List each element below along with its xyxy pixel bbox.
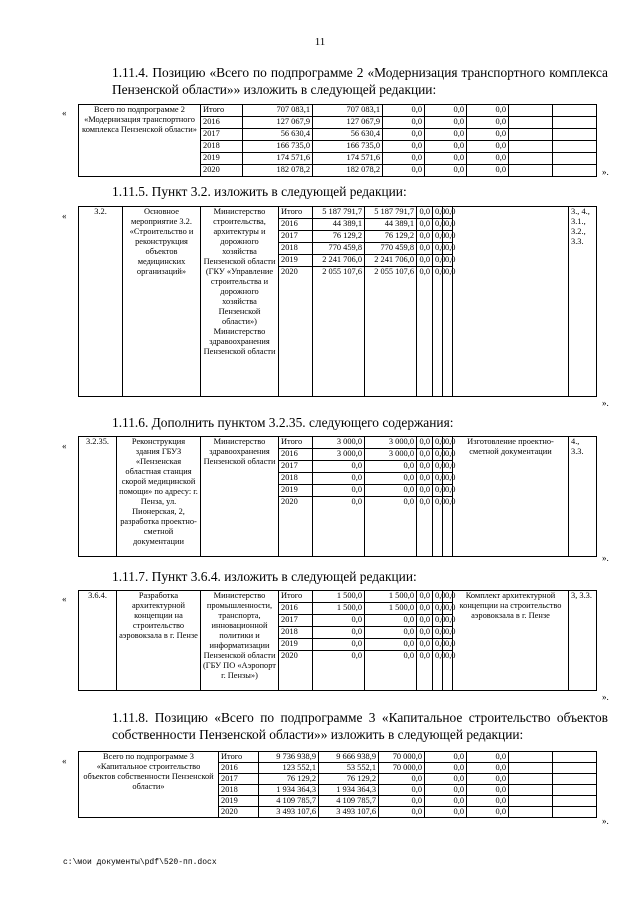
other-cell: 0,0 <box>433 243 443 255</box>
budget-cell: 76 129,2 <box>365 231 417 243</box>
empty-cell <box>553 774 597 785</box>
measure-number: 3.6.4. <box>79 591 117 691</box>
federal-cell: 0,0 <box>417 485 433 497</box>
extra-cell: 0,0 <box>443 603 453 615</box>
extra-cell: 0,0 <box>467 796 509 807</box>
quote-open: « <box>62 441 67 451</box>
year-cell: 2017 <box>279 231 313 243</box>
other-cell: 0,0 <box>425 752 467 763</box>
quote-close: ». <box>602 692 609 702</box>
measure-result: Изготовление проектно-сметной документации <box>453 437 569 557</box>
total-cell: 3 493 107,6 <box>259 807 319 818</box>
extra-cell: 0,0 <box>443 651 453 691</box>
year-cell: 2020 <box>279 651 313 691</box>
extra-cell: 0,0 <box>467 165 509 177</box>
empty-cell <box>553 752 597 763</box>
table-1-11-8 <box>78 751 597 818</box>
budget-cell: 2 241 706,0 <box>365 255 417 267</box>
budget-cell: 44 389,1 <box>365 219 417 231</box>
empty-cell <box>509 785 553 796</box>
other-cell: 0,0 <box>433 231 443 243</box>
budget-cell: 166 735,0 <box>313 141 383 153</box>
measure-refs: 3., 4., 3.1., 3.2., 3.3. <box>569 207 597 397</box>
total-cell: 1 500,0 <box>313 603 365 615</box>
table-row <box>79 752 597 763</box>
total-cell: 0,0 <box>313 615 365 627</box>
extra-cell: 0,0 <box>467 752 509 763</box>
heading-1-11-6: 1.11.6. Дополнить пунктом 3.2.35. следующего содержания: <box>112 415 454 430</box>
extra-cell: 0,0 <box>467 141 509 153</box>
year-cell: 2018 <box>219 785 259 796</box>
federal-cell: 0,0 <box>417 449 433 461</box>
measure-refs: 4., 3.3. <box>569 437 597 557</box>
other-cell: 0,0 <box>433 437 443 449</box>
extra-cell: 0,0 <box>443 449 453 461</box>
budget-cell: 0,0 <box>365 461 417 473</box>
total-cell: 770 459,8 <box>313 243 365 255</box>
federal-cell: 0,0 <box>417 473 433 485</box>
other-cell: 0,0 <box>433 603 443 615</box>
other-cell: 0,0 <box>433 627 443 639</box>
other-cell: 0,0 <box>433 639 443 651</box>
federal-cell: 0,0 <box>379 785 425 796</box>
budget-cell: 174 571,6 <box>313 153 383 165</box>
table-1-11-5 <box>78 206 597 397</box>
empty-cell <box>553 153 597 165</box>
total-cell: 44 389,1 <box>313 219 365 231</box>
empty-cell <box>509 153 553 165</box>
year-cell: 2020 <box>201 165 243 177</box>
year-cell: 2016 <box>279 449 313 461</box>
extra-cell: 0,0 <box>467 774 509 785</box>
year-cell: 2017 <box>219 774 259 785</box>
empty-cell <box>553 165 597 177</box>
federal-cell: 0,0 <box>383 153 425 165</box>
year-cell: 2020 <box>219 807 259 818</box>
empty-cell <box>553 105 597 117</box>
quote-open: « <box>62 108 67 118</box>
table-row <box>79 105 597 117</box>
empty-cell <box>553 117 597 129</box>
total-cell: 0,0 <box>313 639 365 651</box>
table-row <box>79 437 597 449</box>
budget-cell: 0,0 <box>365 497 417 557</box>
total-cell: 3 000,0 <box>313 437 365 449</box>
subprogram-total-label: Всего по подпрограмме 3 «Капитальное строительство объектов собственности Пензенской области» <box>79 752 219 818</box>
table-1-11-6 <box>78 436 597 557</box>
federal-cell: 70 000,0 <box>379 752 425 763</box>
year-cell: 2016 <box>279 603 313 615</box>
extra-cell: 0,0 <box>467 153 509 165</box>
empty-cell <box>553 763 597 774</box>
federal-cell: 0,0 <box>379 807 425 818</box>
other-cell: 0,0 <box>433 615 443 627</box>
total-cell: 182 078,2 <box>243 165 313 177</box>
empty-cell <box>553 129 597 141</box>
quote-close: ». <box>602 398 609 408</box>
other-cell: 0,0 <box>425 129 467 141</box>
federal-cell: 0,0 <box>417 591 433 603</box>
extra-cell: 0,0 <box>467 763 509 774</box>
other-cell: 0,0 <box>433 461 443 473</box>
other-cell: 0,0 <box>433 449 443 461</box>
total-cell: 0,0 <box>313 497 365 557</box>
budget-cell: 0,0 <box>365 639 417 651</box>
federal-cell: 0,0 <box>379 774 425 785</box>
extra-cell: 0,0 <box>443 219 453 231</box>
other-cell: 0,0 <box>425 117 467 129</box>
year-cell: 2016 <box>279 219 313 231</box>
year-cell: 2017 <box>201 129 243 141</box>
quote-close: ». <box>602 816 609 826</box>
total-cell: 707 083,1 <box>243 105 313 117</box>
total-cell: 174 571,6 <box>243 153 313 165</box>
extra-cell: 0,0 <box>467 129 509 141</box>
year-cell: 2019 <box>279 639 313 651</box>
extra-cell: 0,0 <box>467 785 509 796</box>
other-cell: 0,0 <box>425 796 467 807</box>
total-cell: 0,0 <box>313 627 365 639</box>
extra-cell: 0,0 <box>443 627 453 639</box>
budget-cell: 53 552,1 <box>319 763 379 774</box>
extra-cell: 0,0 <box>443 615 453 627</box>
quote-open: « <box>62 211 67 221</box>
extra-cell: 0,0 <box>443 461 453 473</box>
heading-1-11-7: 1.11.7. Пункт 3.6.4. изложить в следующей редакции: <box>112 569 417 584</box>
measure-name: Разработка архитектурной концепции на строительство аэровокзала в г. Пензе <box>117 591 201 691</box>
year-cell: 2020 <box>279 267 313 397</box>
heading-1-11-8: 1.11.8. Позицию «Всего по подпрограмме 3 «Капитальное строительство объектов собственности Пензенской области»» изложить в следующей редакции: <box>112 710 608 742</box>
extra-cell: 0,0 <box>443 255 453 267</box>
measure-executor: Министерство здравоохранения Пензенской области <box>201 437 279 557</box>
extra-cell: 0,0 <box>443 267 453 397</box>
heading-1-11-4: 1.11.4. Позицию «Всего по подпрограмме 2 «Модернизация транспортного комплекса Пензенской области»» изложить в следующей редакции: <box>112 65 608 97</box>
budget-cell: 3 000,0 <box>365 437 417 449</box>
federal-cell: 0,0 <box>417 627 433 639</box>
budget-cell: 127 067,9 <box>313 117 383 129</box>
other-cell: 0,0 <box>425 807 467 818</box>
empty-cell <box>553 796 597 807</box>
total-cell: 76 129,2 <box>259 774 319 785</box>
year-cell: 2016 <box>219 763 259 774</box>
empty-cell <box>509 752 553 763</box>
other-cell: 0,0 <box>425 153 467 165</box>
year-cell: 2019 <box>201 153 243 165</box>
empty-cell <box>509 141 553 153</box>
budget-cell: 56 630,4 <box>313 129 383 141</box>
other-cell: 0,0 <box>433 267 443 397</box>
year-cell: 2019 <box>279 485 313 497</box>
empty-cell <box>509 807 553 818</box>
measure-executor: Министерство промышленности, транспорта, инновационной политики и информатизации Пензенской области (ГБУ ПО «Аэропорт г. Пензы») <box>201 591 279 691</box>
table-row <box>79 591 597 603</box>
measure-executor: Министерство строительства, архитектуры и дорожного хозяйства Пензенской области (ГКУ «Управление строительства и дорожного хозяйства Пензенской области») Министерство здравоохранения Пензенской области <box>201 207 279 397</box>
empty-cell <box>509 774 553 785</box>
empty-cell <box>509 763 553 774</box>
federal-cell: 0,0 <box>417 603 433 615</box>
federal-cell: 0,0 <box>383 141 425 153</box>
table-1-11-7 <box>78 590 597 691</box>
other-cell: 0,0 <box>425 774 467 785</box>
extra-cell: 0,0 <box>443 639 453 651</box>
budget-cell: 2 055 107,6 <box>365 267 417 397</box>
total-cell: 1 500,0 <box>313 591 365 603</box>
federal-cell: 70 000,0 <box>379 763 425 774</box>
measure-name: Реконструкция здания ГБУЗ «Пензенская областная станция скорой медицинской помощи» по адресу: г. Пенза, ул. Пионерская, 2, разработка проектно-сметной документации <box>117 437 201 557</box>
total-cell: 2 241 706,0 <box>313 255 365 267</box>
other-cell: 0,0 <box>433 207 443 219</box>
budget-cell: 1 500,0 <box>365 591 417 603</box>
federal-cell: 0,0 <box>417 497 433 557</box>
total-cell: 127 067,9 <box>243 117 313 129</box>
year-cell: 2018 <box>279 627 313 639</box>
extra-cell: 0,0 <box>443 485 453 497</box>
table-row <box>79 207 597 219</box>
quote-open: « <box>62 756 67 766</box>
empty-cell <box>509 117 553 129</box>
other-cell: 0,0 <box>433 497 443 557</box>
year-cell: Итого <box>201 105 243 117</box>
footer-file-path: c:\мои документы\pdf\520-пп.docx <box>63 858 217 867</box>
other-cell: 0,0 <box>433 591 443 603</box>
budget-cell: 1 500,0 <box>365 603 417 615</box>
year-cell: Итого <box>279 437 313 449</box>
total-cell: 123 552,1 <box>259 763 319 774</box>
extra-cell: 0,0 <box>467 105 509 117</box>
extra-cell: 0,0 <box>443 591 453 603</box>
empty-cell <box>553 785 597 796</box>
federal-cell: 0,0 <box>417 219 433 231</box>
year-cell: 2018 <box>201 141 243 153</box>
total-cell: 9 736 938,9 <box>259 752 319 763</box>
federal-cell: 0,0 <box>383 165 425 177</box>
total-cell: 5 187 791,7 <box>313 207 365 219</box>
budget-cell: 0,0 <box>365 473 417 485</box>
measure-number: 3.2.35. <box>79 437 117 557</box>
year-cell: 2017 <box>279 461 313 473</box>
budget-cell: 3 000,0 <box>365 449 417 461</box>
measure-result: Комплект архитектурной концепции на строительство аэровокзала в г. Пензе <box>453 591 569 691</box>
quote-close: ». <box>602 167 609 177</box>
extra-cell: 0,0 <box>443 243 453 255</box>
extra-cell: 0,0 <box>467 117 509 129</box>
year-cell: Итого <box>219 752 259 763</box>
total-cell: 56 630,4 <box>243 129 313 141</box>
year-cell: 2017 <box>279 615 313 627</box>
federal-cell: 0,0 <box>383 117 425 129</box>
year-cell: 2018 <box>279 243 313 255</box>
extra-cell: 0,0 <box>443 437 453 449</box>
budget-cell: 9 666 938,9 <box>319 752 379 763</box>
other-cell: 0,0 <box>433 485 443 497</box>
other-cell: 0,0 <box>425 141 467 153</box>
budget-cell: 770 459,8 <box>365 243 417 255</box>
page-number: 11 <box>314 36 326 48</box>
subprogram-total-label: Всего по подпрограмме 2 «Модернизация транспортного комплекса Пензенской области» <box>79 105 201 177</box>
year-cell: Итого <box>279 207 313 219</box>
federal-cell: 0,0 <box>417 255 433 267</box>
total-cell: 0,0 <box>313 461 365 473</box>
other-cell: 0,0 <box>433 651 443 691</box>
total-cell: 166 735,0 <box>243 141 313 153</box>
year-cell: 2019 <box>219 796 259 807</box>
total-cell: 76 129,2 <box>313 231 365 243</box>
total-cell: 1 934 364,3 <box>259 785 319 796</box>
federal-cell: 0,0 <box>417 437 433 449</box>
budget-cell: 76 129,2 <box>319 774 379 785</box>
extra-cell: 0,0 <box>443 473 453 485</box>
measure-refs: 3, 3.3. <box>569 591 597 691</box>
budget-cell: 0,0 <box>365 627 417 639</box>
empty-cell <box>509 105 553 117</box>
federal-cell: 0,0 <box>417 207 433 219</box>
budget-cell: 3 493 107,6 <box>319 807 379 818</box>
other-cell: 0,0 <box>433 219 443 231</box>
year-cell: 2016 <box>201 117 243 129</box>
year-cell: 2018 <box>279 473 313 485</box>
total-cell: 2 055 107,6 <box>313 267 365 397</box>
other-cell: 0,0 <box>433 473 443 485</box>
extra-cell: 0,0 <box>443 231 453 243</box>
quote-open: « <box>62 594 67 604</box>
federal-cell: 0,0 <box>383 129 425 141</box>
measure-number: 3.2. <box>79 207 123 397</box>
empty-cell <box>553 807 597 818</box>
total-cell: 0,0 <box>313 473 365 485</box>
year-cell: Итого <box>279 591 313 603</box>
other-cell: 0,0 <box>433 255 443 267</box>
federal-cell: 0,0 <box>417 243 433 255</box>
total-cell: 4 109 785,7 <box>259 796 319 807</box>
budget-cell: 0,0 <box>365 615 417 627</box>
extra-cell: 0,0 <box>443 207 453 219</box>
federal-cell: 0,0 <box>417 231 433 243</box>
extra-cell: 0,0 <box>467 807 509 818</box>
budget-cell: 5 187 791,7 <box>365 207 417 219</box>
year-cell: 2019 <box>279 255 313 267</box>
total-cell: 3 000,0 <box>313 449 365 461</box>
budget-cell: 4 109 785,7 <box>319 796 379 807</box>
heading-1-11-5: 1.11.5. Пункт 3.2. изложить в следующей редакции: <box>112 184 407 199</box>
measure-name: Основное мероприятие 3.2. «Строительство и реконструкция объектов медицинских организаций» <box>123 207 201 397</box>
budget-cell: 707 083,1 <box>313 105 383 117</box>
total-cell: 0,0 <box>313 485 365 497</box>
federal-cell: 0,0 <box>417 267 433 397</box>
empty-cell <box>509 796 553 807</box>
empty-cell <box>509 129 553 141</box>
other-cell: 0,0 <box>425 105 467 117</box>
federal-cell: 0,0 <box>417 615 433 627</box>
table-1-11-4 <box>78 104 597 177</box>
federal-cell: 0,0 <box>417 651 433 691</box>
federal-cell: 0,0 <box>417 461 433 473</box>
measure-result <box>453 207 569 397</box>
quote-close: ». <box>602 553 609 563</box>
year-cell: 2020 <box>279 497 313 557</box>
federal-cell: 0,0 <box>417 639 433 651</box>
budget-cell: 0,0 <box>365 651 417 691</box>
total-cell: 0,0 <box>313 651 365 691</box>
other-cell: 0,0 <box>425 763 467 774</box>
federal-cell: 0,0 <box>383 105 425 117</box>
empty-cell <box>553 141 597 153</box>
budget-cell: 0,0 <box>365 485 417 497</box>
extra-cell: 0,0 <box>443 497 453 557</box>
empty-cell <box>509 165 553 177</box>
other-cell: 0,0 <box>425 785 467 796</box>
other-cell: 0,0 <box>425 165 467 177</box>
budget-cell: 1 934 364,3 <box>319 785 379 796</box>
budget-cell: 182 078,2 <box>313 165 383 177</box>
federal-cell: 0,0 <box>379 796 425 807</box>
